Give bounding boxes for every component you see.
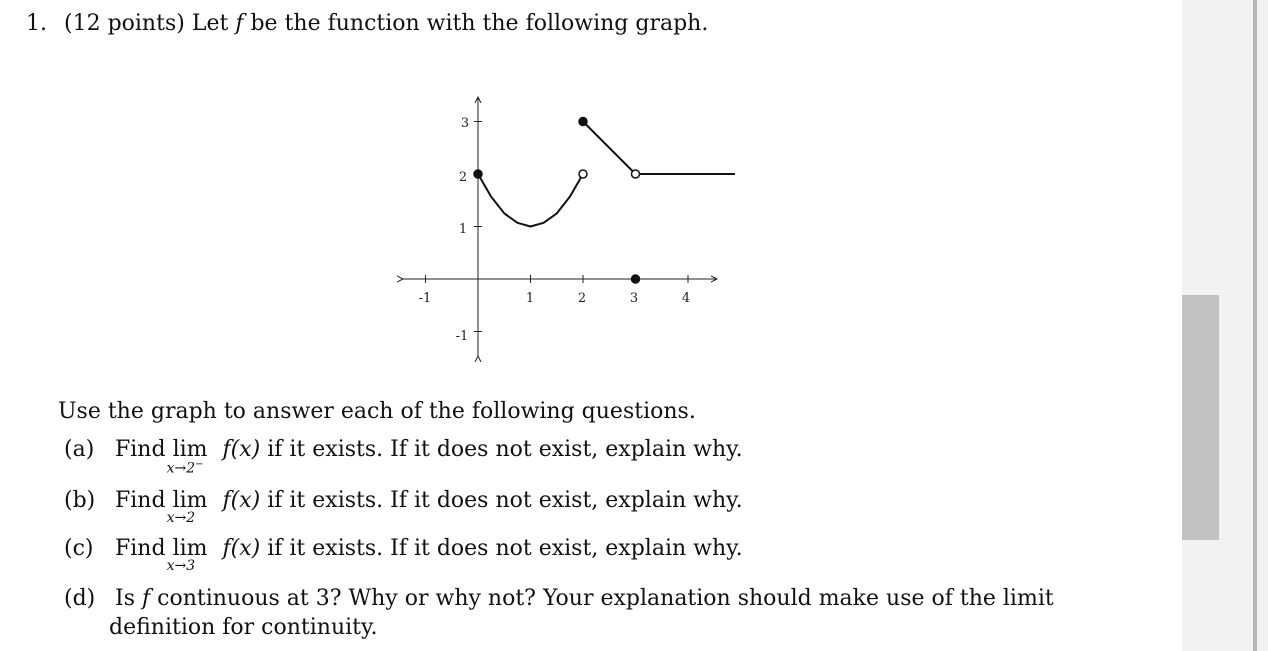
closed-point (579, 118, 587, 126)
function-graph (395, 92, 735, 372)
limit-approach: x→2 (166, 460, 196, 477)
part-a (64, 437, 743, 477)
limit-subscript (167, 510, 196, 526)
closed-point (474, 170, 482, 178)
y-tick-label-neg1: -1 (455, 329, 469, 344)
part-c-label: (c) (64, 536, 94, 561)
lim-text: lim (172, 488, 208, 513)
part-c-text: if it exists. If it does not exist, explain why. (267, 536, 743, 561)
lim-text: lim (172, 437, 208, 462)
part-d (64, 586, 1054, 611)
limit-approach: x→2 (166, 510, 196, 526)
part-c-function: f(x) (222, 536, 261, 561)
x-tick-label-neg1: -1 (418, 291, 432, 306)
y-tick-label-3: 3 (460, 116, 470, 131)
part-d-label: (d) (64, 586, 96, 611)
open-point (579, 170, 587, 178)
instructions: Use the graph to answer each of the following questions. (58, 399, 696, 424)
title-post: be the function with the following graph. (250, 11, 709, 36)
graph-segment-2 (583, 122, 636, 175)
part-b-text: if it exists. If it does not exist, explain why. (267, 488, 743, 513)
part-a-text: if it exists. If it does not exist, explain why. (267, 437, 743, 462)
part-b-label: (b) (64, 488, 96, 513)
window-edge (1253, 0, 1257, 651)
problem-points: (12 points) (64, 11, 185, 36)
scrollbar-thumb[interactable] (1182, 295, 1219, 540)
x-tick-label-4: 4 (681, 291, 691, 306)
part-d-pre: Is (115, 586, 135, 611)
part-c-find: Find (115, 536, 166, 561)
problem-title (26, 11, 708, 36)
part-a-label: (a) (64, 437, 95, 462)
part-d-continuation: definition for continuity. (109, 615, 378, 640)
part-c-limit (166, 536, 208, 574)
lim-text: lim (172, 536, 208, 561)
part-a-limit (166, 437, 208, 477)
part-c (64, 536, 743, 574)
limit-subscript (167, 558, 196, 574)
x-tick-label-2: 2 (577, 291, 587, 306)
part-a-function: f(x) (222, 437, 261, 462)
y-tick-label-1: 1 (458, 222, 468, 237)
x-tick-label-1: 1 (525, 291, 535, 306)
part-b-find: Find (115, 488, 166, 513)
problem-number: 1. (26, 11, 47, 36)
part-b-function: f(x) (222, 488, 261, 513)
graph-segment-1 (478, 174, 583, 227)
part-d-variable: f (141, 586, 151, 611)
limit-approach: x→3 (166, 558, 196, 574)
open-point (632, 170, 640, 178)
limit-subscript (167, 459, 204, 477)
part-b (64, 488, 743, 526)
y-tick-label-2: 2 (458, 170, 468, 185)
part-d-text: continuous at 3? Why or why not? Your explanation should make use of the limit (157, 586, 1054, 611)
part-a-find: Find (115, 437, 166, 462)
part-b-limit (166, 488, 208, 526)
left-hand-sign: − (195, 459, 204, 470)
function-variable: f (235, 11, 244, 36)
title-pre: Let (191, 11, 229, 36)
closed-point (632, 275, 640, 283)
x-tick-label-3: 3 (629, 291, 639, 306)
